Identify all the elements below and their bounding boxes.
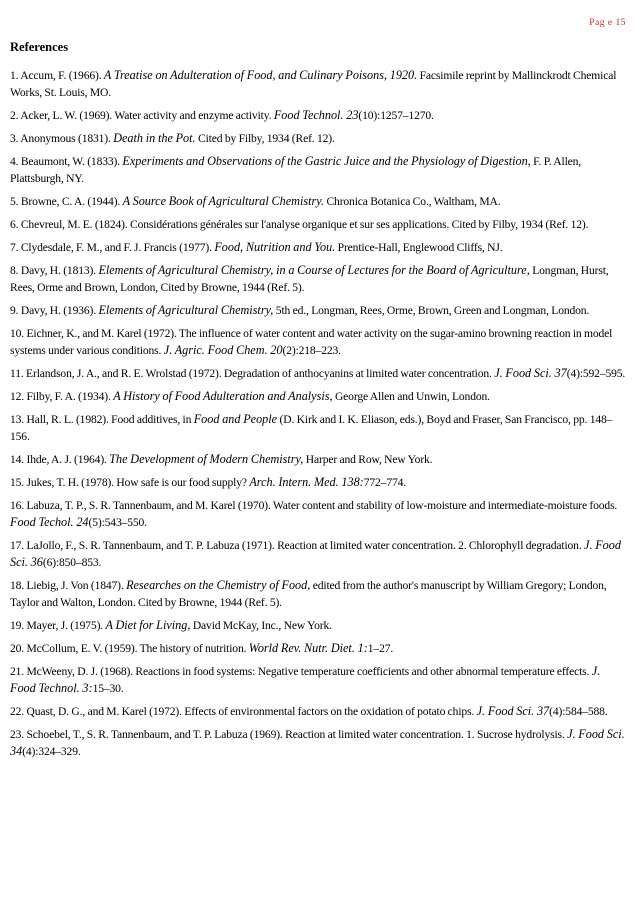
reference-item <box>10 411 628 445</box>
reference-item <box>10 67 628 101</box>
reference-details: Cited by Filby, 1934 (Ref. 12). <box>195 132 335 145</box>
page-number: Pag e 15 <box>589 18 626 28</box>
reference-details: Facsimile reprint by Mallinckrodt Chemical Works, St. Louis, MO. <box>10 69 617 99</box>
reference-item <box>10 640 628 657</box>
reference-text: 16. Labuza, T. P., S. R. Tannenbaum, and M. Karel (1970). Water content and stability of low-moisture and intermediate-moisture foods. <box>10 499 618 512</box>
reference-title: A Treatise on Adulteration of Food, and Culinary Poisons, 1920. <box>103 68 418 82</box>
references-heading: References <box>10 40 69 54</box>
reference-item <box>10 663 628 697</box>
reference-item <box>10 130 628 147</box>
reference-text: 2. Acker, L. W. (1969). Water activity and enzyme activity. <box>10 109 274 122</box>
reference-item <box>10 726 628 760</box>
reference-details: George Allen and Unwin, London. <box>332 390 490 403</box>
reference-text: 18. Liebig, J. Von (1847). <box>10 579 127 592</box>
reference-title: A Source Book of Agricultural Chemistry. <box>122 194 325 208</box>
reference-text: 6. Chevreul, M. E. (1824). Considérations générales sur l'analyse organique et sur ses applications. Cited by Filby, 1934 (Ref. 12). <box>10 218 589 231</box>
reference-item <box>10 325 628 359</box>
reference-title: The Development of Modern Chemistry, <box>109 452 304 466</box>
reference-text: 5. Browne, C. A. (1944). <box>10 195 123 208</box>
reference-title: Arch. Intern. Med. 138: <box>249 475 364 489</box>
reference-item <box>10 497 628 531</box>
reference-details: (4):324–329. <box>22 745 81 758</box>
reference-text: 12. Filby, F. A. (1934). <box>10 390 114 403</box>
reference-text: 14. Ihde, A. J. (1964). <box>10 453 110 466</box>
reference-item <box>10 193 628 210</box>
reference-item <box>10 703 628 720</box>
reference-item <box>10 474 628 491</box>
reference-title: J. Food Technol. 3: <box>10 664 601 695</box>
reference-text: 11. Erlandson, J. A., and R. E. Wrolstad (1972). Degradation of anthocyanins at limited water concentration. <box>10 367 495 380</box>
reference-details: (10):1257–1270. <box>358 109 434 122</box>
reference-item <box>10 302 628 319</box>
reference-details: Chronica Botanica Co., Waltham, MA. <box>324 195 501 208</box>
reference-title: Food Techol. 24 <box>10 515 89 529</box>
reference-details: Prentice-Hall, Englewood Cliffs, NJ. <box>335 241 503 254</box>
reference-details: 1–27. <box>367 642 394 655</box>
reference-item <box>10 617 628 634</box>
reference-title: Elements of Agricultural Chemistry, <box>98 303 274 317</box>
reference-item <box>10 216 628 233</box>
reference-text: 4. Beaumont, W. (1833). <box>10 155 123 168</box>
reference-details: (4):584–588. <box>549 705 608 718</box>
reference-text: 10. Eichner, K., and M. Karel (1972). The influence of water content and water activity on the sugar-amino browning reaction in model systems under various conditions. <box>10 327 613 357</box>
reference-text: 1. Accum, F. (1966). <box>10 69 104 82</box>
reference-title: A Diet for Living, <box>105 618 191 632</box>
reference-text: 9. Davy, H. (1936). <box>10 304 99 317</box>
reference-details: (D. Kirk and I. K. Eliason, eds.), Boyd and Fraser, San Francisco, pp. 148–156. <box>10 413 613 443</box>
reference-title: World Rev. Nutr. Diet. 1: <box>248 641 368 655</box>
reference-details: (2):218–223. <box>282 344 341 357</box>
reference-text: 17. LaJollo, F., S. R. Tannenbaum, and T. P. Labuza (1971). Reaction at limited water concentration. 2. Chlorophyll degradation. <box>10 539 585 552</box>
reference-title: Food and People <box>193 412 278 426</box>
reference-item <box>10 537 628 571</box>
reference-text: 7. Clydesdale, F. M., and F. J. Francis (1977). <box>10 241 215 254</box>
reference-details: Harper and Row, New York. <box>303 453 433 466</box>
reference-text: 22. Quast, D. G., and M. Karel (1972). Effects of environmental factors on the oxidation of potato chips. <box>10 705 477 718</box>
reference-text: 19. Mayer, J. (1975). <box>10 619 106 632</box>
reference-text: 3. Anonymous (1831). <box>10 132 114 145</box>
reference-title: J. Food Sci. 36 <box>10 538 621 569</box>
reference-details: 5th ed., Longman, Rees, Orme, Brown, Green and Longman, London. <box>273 304 590 317</box>
reference-text: 23. Schoebel, T., S. R. Tannenbaum, and T. P. Labuza (1969). Reaction at limited water concentration. 1. Sucrose hydrolysis. <box>10 728 568 741</box>
references-list <box>10 67 628 766</box>
reference-title: Experiments and Observations of the Gastric Juice and the Physiology of Digestion, <box>122 154 531 168</box>
reference-text: 15. Jukes, T. H. (1978). How safe is our food supply? <box>10 476 250 489</box>
reference-title: Food, Nutrition and You. <box>214 240 336 254</box>
reference-title: J. Food Sci. 37 <box>476 704 550 718</box>
reference-title: A History of Food Adulteration and Analysis, <box>113 389 333 403</box>
reference-details: Longman, Hurst, Rees, Orme and Brown, London, Cited by Browne, 1944 (Ref. 5). <box>10 264 609 294</box>
reference-item <box>10 239 628 256</box>
reference-item <box>10 153 628 187</box>
reference-title: Food Technol. 23 <box>273 108 359 122</box>
reference-item <box>10 365 628 382</box>
reference-item <box>10 262 628 296</box>
reference-title: J. Food Sci. 37 <box>494 366 567 380</box>
reference-details: 772–774. <box>363 476 407 489</box>
reference-text: 20. McCollum, E. V. (1959). The history of nutrition. <box>10 642 249 655</box>
reference-title: J. Agric. Food Chem. 20 <box>163 343 283 357</box>
reference-details: David McKay, Inc., New York. <box>190 619 332 632</box>
reference-item <box>10 451 628 468</box>
reference-text: 13. Hall, R. L. (1982). Food additives, in <box>10 413 194 426</box>
reference-title: Death in the Pot. <box>113 131 196 145</box>
reference-title: J. Food Sci. 34 <box>10 727 625 758</box>
reference-details: 15–30. <box>92 682 124 695</box>
reference-details: edited from the author's manuscript by William Gregory; London, Taylor and Walton, London. Cited by Browne, 1944 (Ref. 5). <box>10 579 607 609</box>
reference-details: (5):543–550. <box>88 516 147 529</box>
reference-text: 8. Davy, H. (1813). <box>10 264 99 277</box>
reference-item <box>10 388 628 405</box>
reference-title: Researches on the Chemistry of Food, <box>126 578 311 592</box>
reference-text: 21. McWeeny, D. J. (1968). Reactions in food systems: Negative temperature coefficients and other abnormal temperature effects. <box>10 665 592 678</box>
reference-title: Elements of Agricultural Chemistry, in a Course of Lectures for the Board of Agriculture, <box>98 263 530 277</box>
reference-item <box>10 577 628 611</box>
reference-item <box>10 107 628 124</box>
reference-details: (4):592–595. <box>566 367 626 380</box>
reference-details: F. P. Allen, Plattsburgh, NY. <box>10 155 582 185</box>
reference-details: (6):850–853. <box>42 556 102 569</box>
